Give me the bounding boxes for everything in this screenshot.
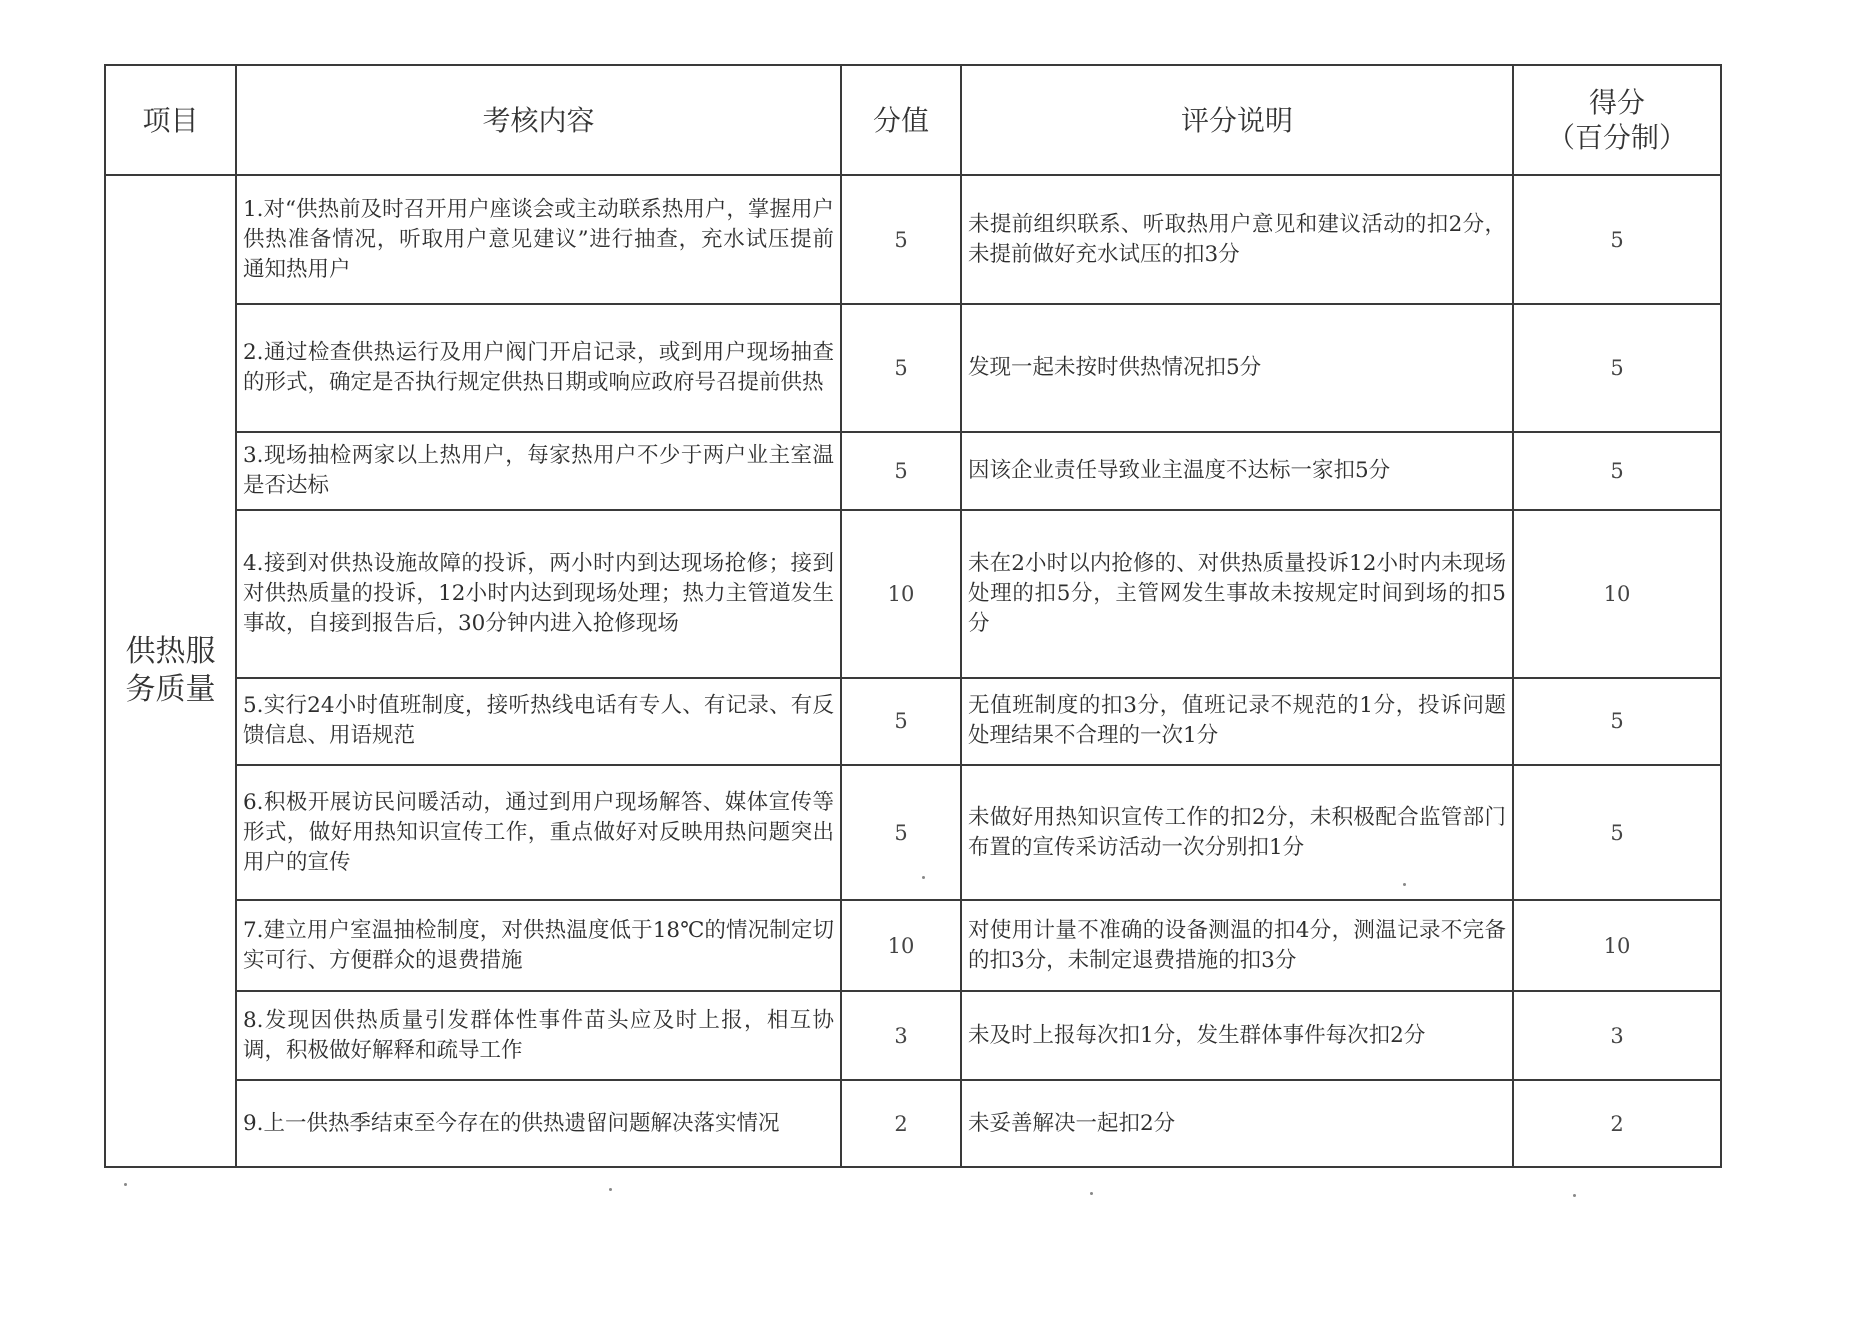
score-cell: 5 (1513, 432, 1721, 511)
points-cell: 5 (841, 175, 961, 304)
score-cell: 5 (1513, 304, 1721, 431)
scoring-table (104, 64, 1722, 1168)
header-row (105, 65, 1721, 175)
content-cell: 1.对“供热前及时召开用户座谈会或主动联系热用户，掌握用户供热准备情况，听取用户意见建议”进行抽查，充水试压提前通知热用户 (236, 175, 841, 304)
score-cell: 10 (1513, 510, 1721, 678)
criteria-cell: 未在2小时以内抢修的、对供热质量投诉12小时内未现场处理的扣5分，主管网发生事故未按规定时间到场的扣5分 (961, 510, 1513, 678)
scan-speck (1573, 1194, 1576, 1197)
table-row (105, 175, 1721, 304)
table-row (105, 432, 1721, 511)
score-cell: 5 (1513, 175, 1721, 304)
header-item: 项目 (105, 65, 236, 175)
criteria-cell: 未做好用热知识宣传工作的扣2分，未积极配合监管部门布置的宣传采访活动一次分别扣1分 (961, 765, 1513, 900)
scan-speck (922, 876, 925, 879)
content-cell: 2.通过检查供热运行及用户阀门开启记录，或到用户现场抽查的形式，确定是否执行规定供热日期或响应政府号召提前供热 (236, 304, 841, 431)
criteria-cell: 无值班制度的扣3分，值班记录不规范的1分，投诉问题处理结果不合理的一次1分 (961, 678, 1513, 765)
criteria-cell: 对使用计量不准确的设备测温的扣4分，测温记录不完备的扣3分，未制定退费措施的扣3分 (961, 900, 1513, 991)
content-cell: 9.上一供热季结束至今存在的供热遗留问题解决落实情况 (236, 1080, 841, 1167)
table-row (105, 304, 1721, 431)
score-cell: 5 (1513, 765, 1721, 900)
header-criteria: 评分说明 (961, 65, 1513, 175)
points-cell: 3 (841, 991, 961, 1080)
table-row (105, 765, 1721, 900)
criteria-cell: 未妥善解决一起扣2分 (961, 1080, 1513, 1167)
content-cell: 3.现场抽检两家以上热用户，每家热用户不少于两户业主室温是否达标 (236, 432, 841, 511)
content-cell: 8.发现因供热质量引发群体性事件苗头应及时上报，相互协调，积极做好解释和疏导工作 (236, 991, 841, 1080)
header-score: 得分 （百分制） (1513, 65, 1721, 175)
score-cell: 5 (1513, 678, 1721, 765)
scan-speck (124, 1183, 127, 1186)
criteria-cell: 发现一起未按时供热情况扣5分 (961, 304, 1513, 431)
criteria-cell: 未提前组织联系、听取热用户意见和建议活动的扣2分，未提前做好充水试压的扣3分 (961, 175, 1513, 304)
content-cell: 5.实行24小时值班制度，接听热线电话有专人、有记录、有反馈信息、用语规范 (236, 678, 841, 765)
table-row (105, 510, 1721, 678)
points-cell: 5 (841, 765, 961, 900)
points-cell: 2 (841, 1080, 961, 1167)
points-cell: 5 (841, 304, 961, 431)
category-label: 供热服务质量 (125, 634, 216, 707)
score-cell: 10 (1513, 900, 1721, 991)
scan-speck (1403, 883, 1406, 886)
points-cell: 10 (841, 900, 961, 991)
scan-speck (1090, 1192, 1093, 1195)
points-cell: 5 (841, 432, 961, 511)
header-content: 考核内容 (236, 65, 841, 175)
score-cell: 3 (1513, 991, 1721, 1080)
criteria-cell: 因该企业责任导致业主温度不达标一家扣5分 (961, 432, 1513, 511)
criteria-cell: 未及时上报每次扣1分，发生群体事件每次扣2分 (961, 991, 1513, 1080)
table-row (105, 1080, 1721, 1167)
content-cell: 4.接到对供热设施故障的投诉，两小时内到达现场抢修；接到对供热质量的投诉，12小时内达到现场处理；热力主管道发生事故，自接到报告后，30分钟内进入抢修现场 (236, 510, 841, 678)
table-row (105, 678, 1721, 765)
table-row (105, 900, 1721, 991)
points-cell: 10 (841, 510, 961, 678)
points-cell: 5 (841, 678, 961, 765)
header-points: 分值 (841, 65, 961, 175)
score-cell: 2 (1513, 1080, 1721, 1167)
content-cell: 7.建立用户室温抽检制度，对供热温度低于18℃的情况制定切实可行、方便群众的退费措施 (236, 900, 841, 991)
content-cell: 6.积极开展访民问暖活动，通过到用户现场解答、媒体宣传等形式，做好用热知识宣传工作，重点做好对反映用热问题突出用户的宣传 (236, 765, 841, 900)
category-cell (105, 175, 236, 1167)
table-row (105, 991, 1721, 1080)
scan-speck (609, 1188, 612, 1191)
